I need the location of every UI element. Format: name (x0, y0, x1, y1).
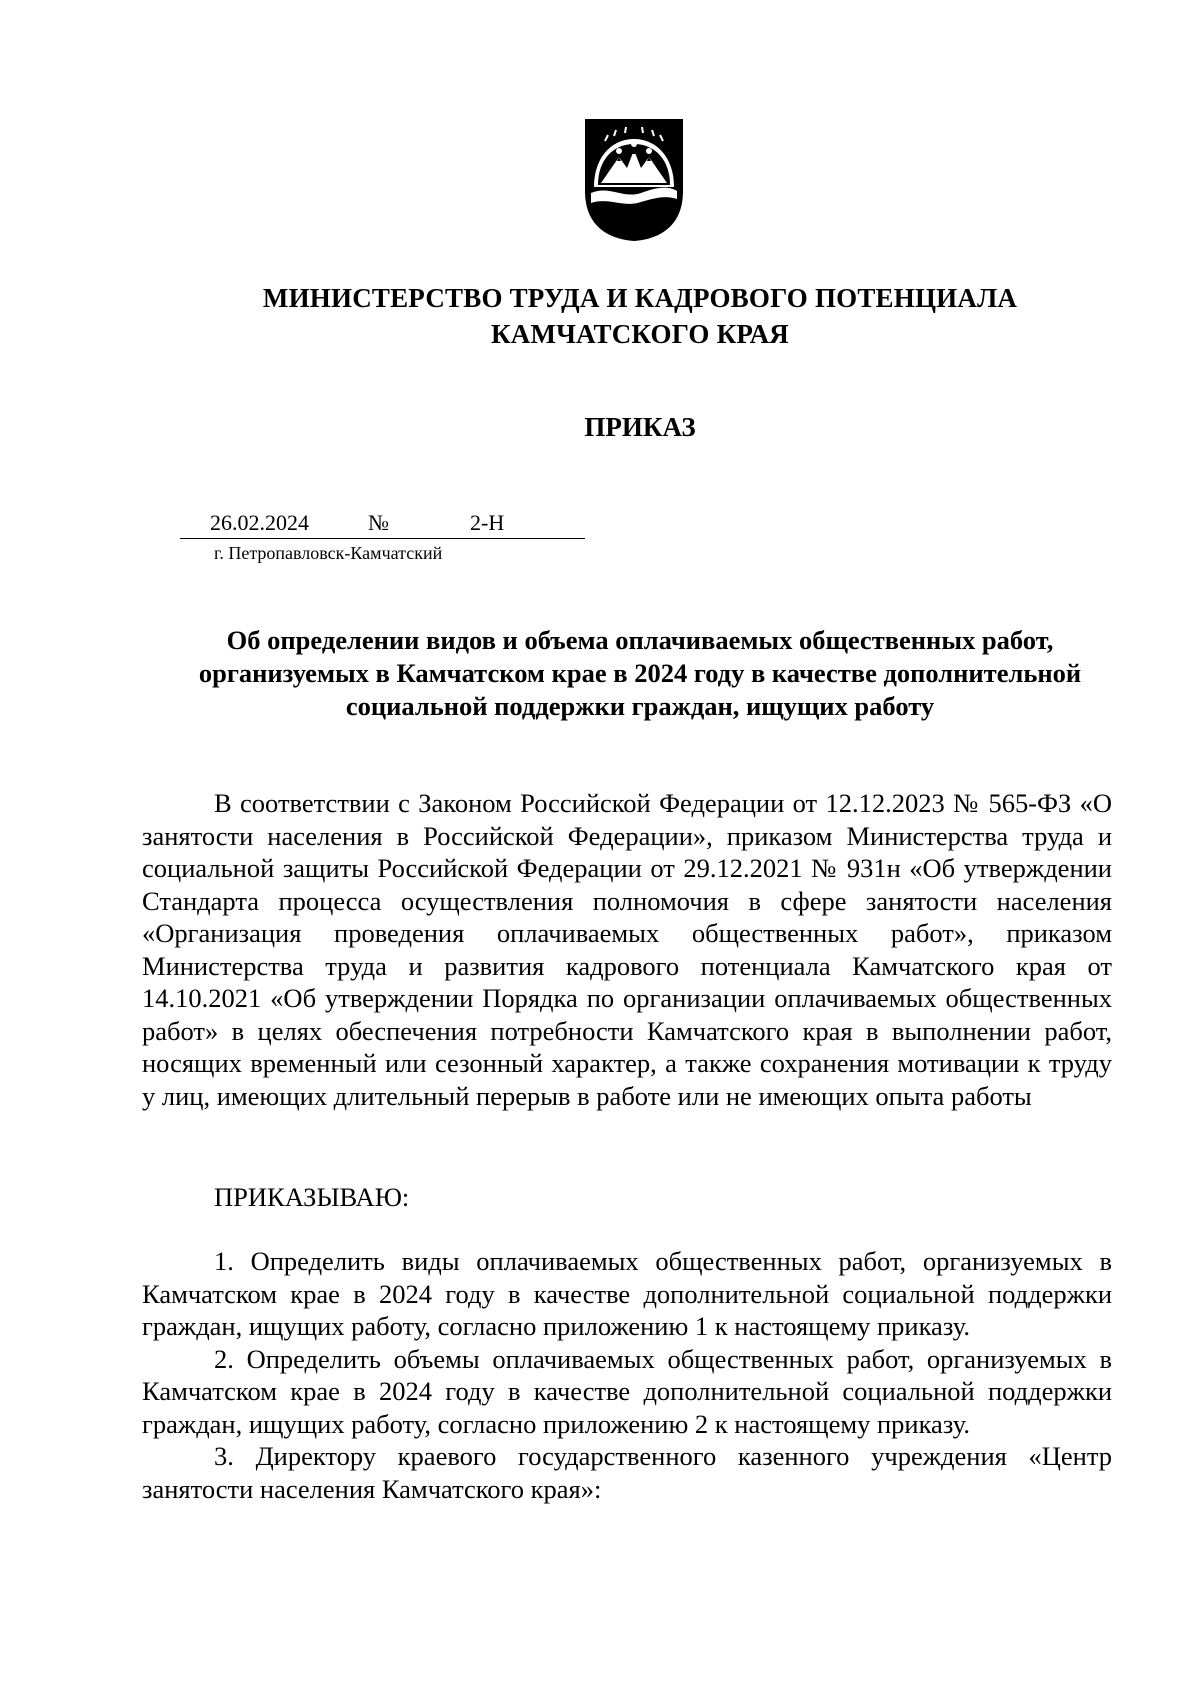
document-date: 26.02.2024 (210, 510, 309, 535)
ministry-name-line: МИНИСТЕРСТВО ТРУДА И КАДРОВОГО ПОТЕНЦИАЛА (262, 283, 1018, 313)
subject-line: Об определении видов и объема оплачиваемых общественных работ, (226, 625, 1054, 655)
order-item: 1. Определить виды оплачиваемых общественных работ, организуемых в Камчатском крае в 2024 году в качестве дополнительной социальной поддержки граждан, ищущих работу, согласно приложению 1 к настоящему приказу. (142, 1246, 1112, 1341)
ministry-name (140, 280, 1140, 352)
preamble-paragraph (142, 787, 1112, 1112)
document-subject (140, 624, 1140, 723)
order-item: 2. Определить объемы оплачиваемых общественных работ, организуемых в Камчатском крае в 2024 году в качестве дополнительной социальной поддержки граждан, ищущих работу, согласно приложению 2 к настоящему приказу. (142, 1343, 1112, 1439)
document-type-title: ПРИКАЗ (584, 412, 696, 442)
ministry-name-line: КАМЧАТСКОГО КРАЯ (491, 319, 789, 349)
subject-line: организуемых в Камчатском крае в 2024 году в качестве дополнительной (198, 658, 1082, 688)
number-sign: № (368, 510, 389, 535)
document-date-number-line (180, 508, 585, 539)
document-number: 2-Н (470, 510, 505, 535)
kamchatka-coat-of-arms-icon (581, 113, 687, 243)
order-word: ПРИКАЗЫВАЮ: (214, 1182, 410, 1212)
subject-line: социальной поддержки граждан, ищущих работу (345, 691, 935, 721)
preamble-text: В соответствии с Законом Российской Федерации от 12.12.2023 № 565-ФЗ «О занятости населения в Российской Федерации», приказом Министерства труда и социальной защиты Российской Федерации от 29.12.2021 № 931н «Об утверждении Стандарта процесса осуществления полномочия в сфере занятости населения «Организация проведения оплачиваемых общественных работ», приказом Министерства труда и развития кадрового потенциала Камчатского края от 14.10.2021 «Об утверждении Порядка по организации оплачиваемых общественных работ» в целях обеспечения потребности Камчатского края в выполнении работ, носящих временный или сезонный характер, а также сохранения мотивации к труду у лиц, имеющих длительный перерыв в работе или не имеющих опыта работы (142, 788, 1112, 1111)
order-items (142, 1245, 1112, 1505)
document-city: г. Петропавловск-Камчатский (214, 543, 443, 563)
order-item: 3. Директору краевого государственного казенного учреждения «Центр занятости населения Камчатского края»: (142, 1441, 1112, 1504)
